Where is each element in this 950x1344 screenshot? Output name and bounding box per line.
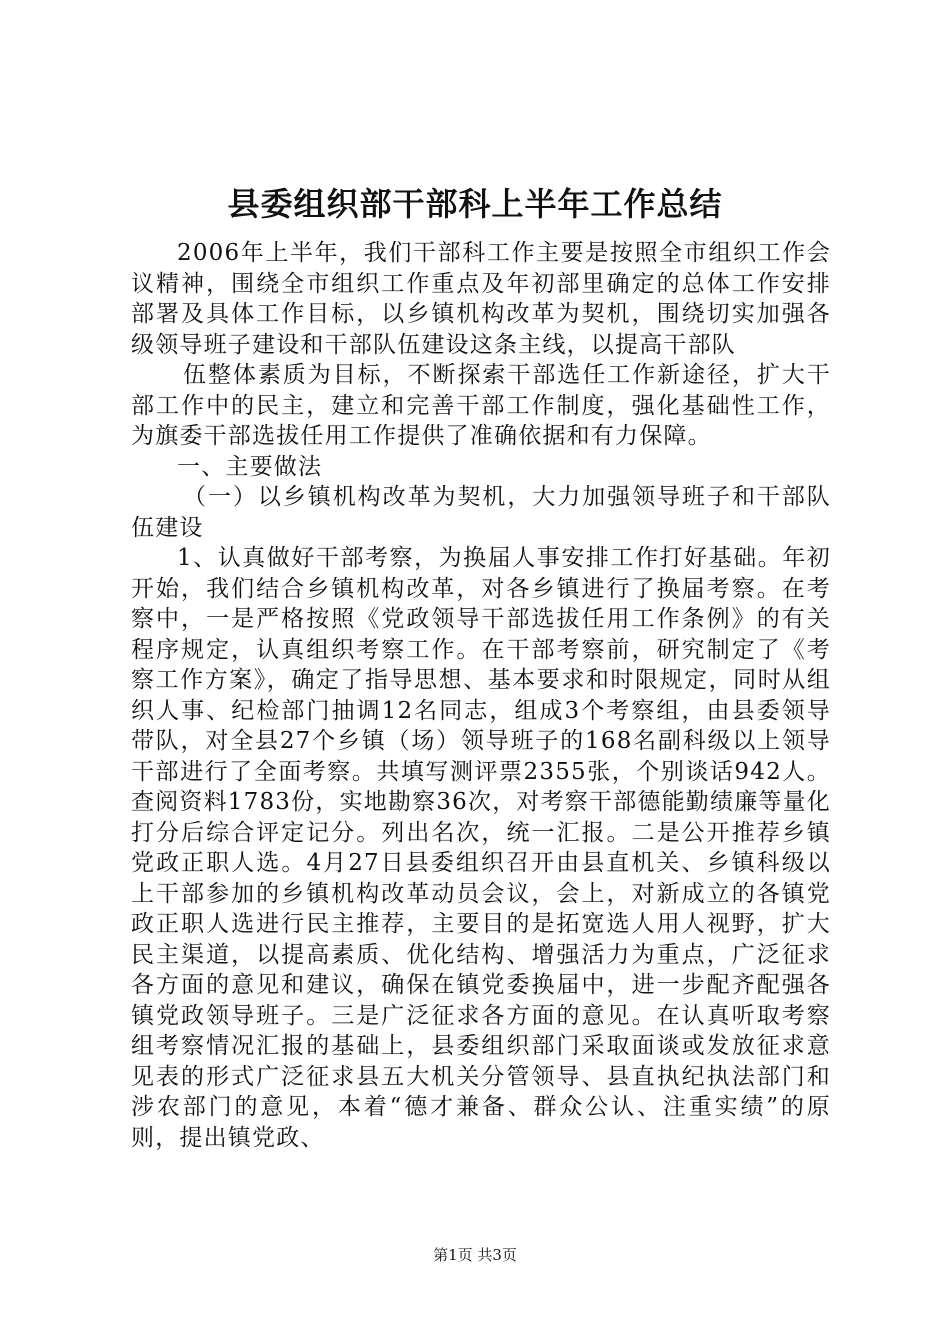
- paragraph-intro-continued: 伍整体素质为目标，不断探索干部选任工作新途径，扩大干部工作中的民主，建立和完善干部工作制度，强化基础性工作，为旗委干部选拔任用工作提供了准确依据和有力保障。: [131, 362, 831, 449]
- paragraph-intro: 2006年上半年，我们干部科工作主要是按照全市组织工作会议精神，围绕全市组织工作重点及年初部里确定的总体工作安排部署及具体工作目标，以乡镇机构改革为契机，围绕切实加强各级领导班子建设和干部队伍建设这条主线，以提高干部队: [131, 240, 831, 358]
- document-body: [131, 238, 831, 1153]
- subsection-heading-1: （一）以乡镇机构改革为契机，大力加强领导班子和干部队伍建设: [131, 484, 831, 541]
- document-title: 县委组织部干部科上半年工作总结: [227, 185, 723, 223]
- page-footer: 第1页 共3页: [433, 1246, 517, 1264]
- section-heading-main-practices: 一、主要做法: [177, 453, 323, 480]
- paragraph-cadre-inspection: 1、认真做好干部考察，为换届人事安排工作打好基础。年初开始，我们结合乡镇机构改革，对各乡镇进行了换届考察。在考察中，一是严格按照《党政领导干部选拔任用工作条例》的有关程序规定，认真组织考察工作。在干部考察前，研究制定了《考察工作方案》，确定了指导思想、基本要求和时限规定，同时从组织人事、纪检部门抽调12名同志，组成3个考察组，由县委领导带队，对全县27个乡镇（场）领导班子的168名副科级以上领导干部进行了全面考察。共填写测评票2355张，个别谈话942人。查阅资料1783份，实地勘察36次，对考察干部德能勤绩廉等量化打分后综合评定记分。列出名次，统一汇报。二是公开推荐乡镇党政正职人选。4月27日县委组织召开由县直机关、乡镇科级以上干部参加的乡镇机构改革动员会议，会上，对新成立的各镇党政正职人选进行民主推荐，主要目的是拓宽选人用人视野，扩大民主渠道，以提高素质、优化结构、增强活力为重点，广泛征求各方面的意见和建议，确保在镇党委换届中，进一步配齐配强各镇党政领导班子。三是广泛征求各方面的意见。在认真听取考察组考察情况汇报的基础上，县委组织部门采取面谈或发放征求意见表的形式广泛征求县五大机关分管领导、县直执纪执法部门和涉农部门的意见，本着“德才兼备、群众公认、注重实绩”的原则，提出镇党政、: [131, 545, 831, 1151]
